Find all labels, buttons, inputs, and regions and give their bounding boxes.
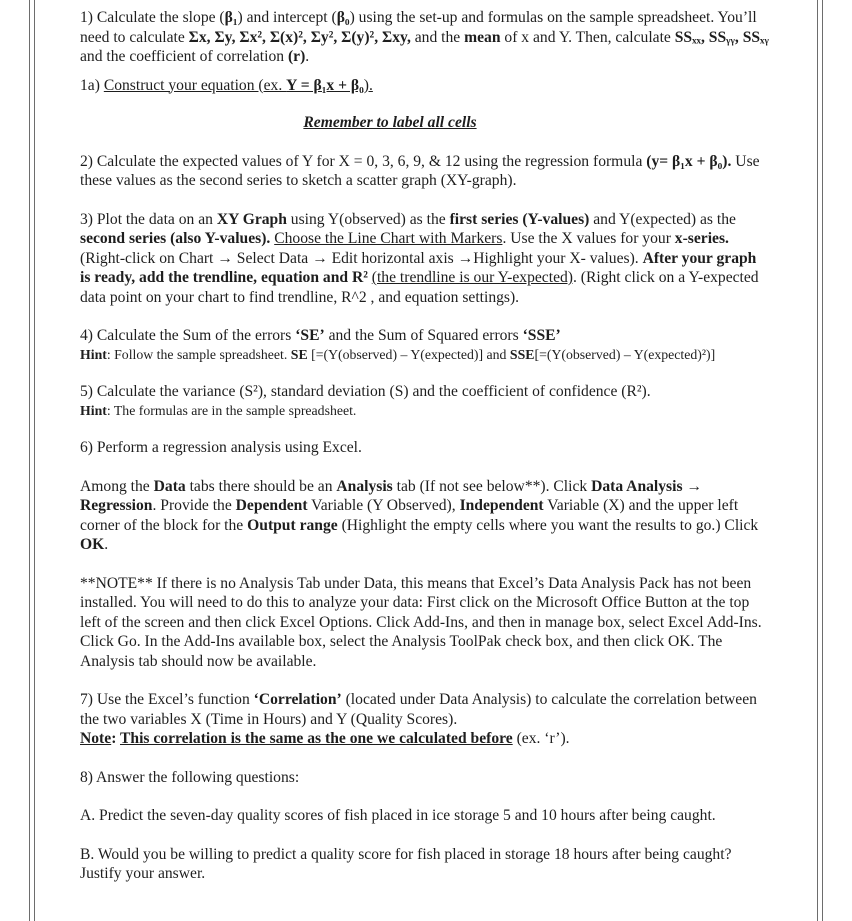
- question-4-hint: Hint: Follow the sample spreadsheet. SE [=(Y(observed) – Y(expected)] and SSE[=(Y(observed) – Y(expected)²)]: [80, 346, 716, 362]
- question-2: 2) Calculate the expected values of Y for X = 0, 3, 6, 9, & 12 using the regression formula (y= β₁x + β₀). Use these values as the second series to sketch a scatter graph (XY-graph).: [80, 152, 760, 189]
- analysis-pack-note: **NOTE** If there is no Analysis Tab under Data, this means that Excel’s Data Analysis Pack has not been installed. You will need to do this to analyze your data: First click on the Microsoft Office Button at the top left of the screen and then click Excel Options. Click Add-Ins, and then in manage box, select Excel Add-Ins. Click Go. In the Add-Ins available box, select the Analysis ToolPak check box, and then click OK. The Analysis tab should now be available.: [80, 574, 762, 670]
- question-5-hint: Hint: The formulas are in the sample spreadsheet.: [80, 402, 357, 418]
- question-7-note: Note: This correlation is the same as the one we calculated before (ex. ‘r’).: [80, 730, 570, 747]
- remember-note: Remember to label all cells: [303, 114, 477, 131]
- left-border-inner: [34, 0, 35, 921]
- right-border-inner: [817, 0, 818, 921]
- question-8: 8) Answer the following questions:: [80, 768, 300, 786]
- question-6-body: Among the Data tabs there should be an Analysis tab (If not see below**). Click Data Analysis → Regression. Provide the Dependent Variable (Y Observed), Independent Variable (X) and the upper left corner of the block for the Output range (Highlight the empty cells where you want the results to go.) Click OK.: [80, 477, 759, 553]
- question-1: 1) Calculate the slope (β₁) and intercept (β₀) using the set-up and formulas on the sample spreadsheet. You’ll need to calculate Σx, Σy, Σx², Σ(x)², Σy², Σ(y)², Σxy, and the mean of x and Y. Then, calculate SSₓₓ, SSᵧᵧ, SSₓᵧ and the coefficient of correlation (r).: [80, 9, 769, 65]
- question-7: 7) Use the Excel’s function ‘Correlation’ (located under Data Analysis) to calculate the correlation between the two variables X (Time in Hours) and Y (Quality Scores).: [80, 691, 757, 728]
- left-border-outer: [29, 0, 30, 921]
- question-6-title: 6) Perform a regression analysis using Excel.: [80, 439, 362, 456]
- right-border-outer: [822, 0, 823, 921]
- question-5: 5) Calculate the variance (S²), standard deviation (S) and the coefficient of confidence (R²).: [80, 383, 651, 400]
- question-1a: 1a) Construct your equation (ex. Y = β₁x + β₀).: [80, 76, 373, 94]
- document-body: [80, 8, 770, 884]
- question-8a: A. Predict the seven-day quality scores of fish placed in ice storage 5 and 10 hours after being caught.: [80, 807, 716, 824]
- question-4: 4) Calculate the Sum of the errors ‘SE’ and the Sum of Squared errors ‘SSE’: [80, 327, 561, 344]
- question-3: 3) Plot the data on an XY Graph using Y(observed) as the first series (Y-values) and Y(expected) as the second series (also Y-values). Choose the Line Chart with Markers. Use the X values for your x-series. (Right-click on Chart → Select Data → Edit horizontal axis →Highlight your X- values). After your graph is ready, add the trendline, equation and R² (the trendline is our Y-expected). (Right click on a Y-expected data point on your chart to find trendline, R^2 , and equation settings).: [80, 210, 759, 306]
- question-8b: B. Would you be willing to predict a quality score for fish placed in storage 18 hours after being caught? Justify your answer.: [80, 845, 732, 882]
